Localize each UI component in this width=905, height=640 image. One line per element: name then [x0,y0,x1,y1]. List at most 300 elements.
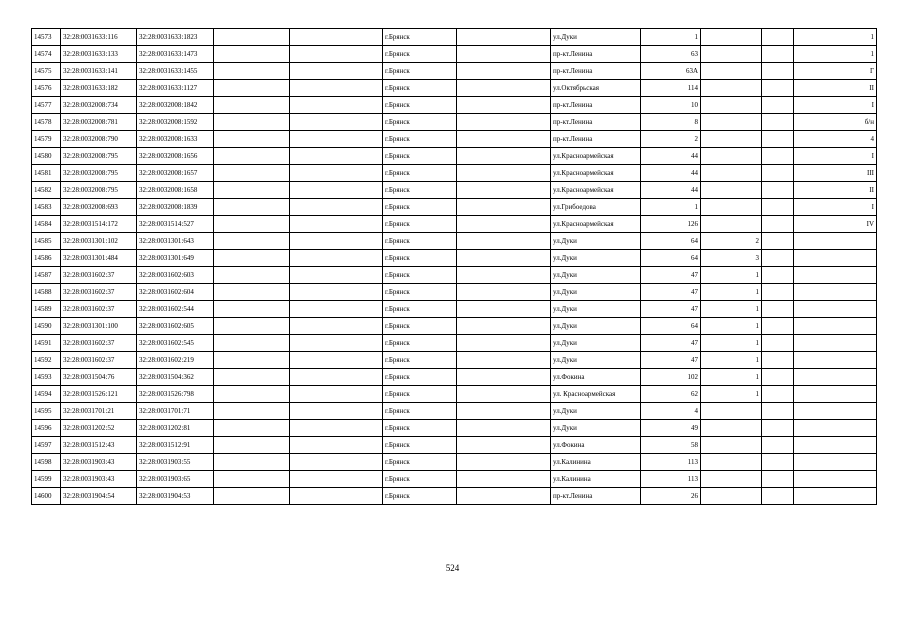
building-number-cell: 1 [701,352,762,369]
city-cell: г.Брянск [383,488,457,505]
col-5-cell [290,267,383,284]
col-5-cell [290,335,383,352]
building-number-cell [701,165,762,182]
table-row [32,420,877,437]
house-number-cell: 1 [641,199,701,216]
house-number-cell: 47 [641,284,701,301]
col-4-cell [214,267,290,284]
premises-number-cell [794,267,877,284]
cadastral-block-cell: 32:28:0031903:43 [61,471,137,488]
house-number-cell: 64 [641,318,701,335]
table-row [32,131,877,148]
col-4-cell [214,318,290,335]
building-number-cell [701,63,762,80]
col-4-cell [214,454,290,471]
street-cell: ул.Калинина [551,471,641,488]
col-7-cell [457,114,551,131]
building-number-cell: 1 [701,318,762,335]
cadastral-block-cell: 32:28:0031202:52 [61,420,137,437]
building-number-cell: 1 [701,386,762,403]
col-7-cell [457,318,551,335]
cadastral-number-cell: 32:28:0031602:603 [137,267,214,284]
col-4-cell [214,335,290,352]
cadastral-block-cell: 32:28:0031633:116 [61,29,137,46]
col-5-cell [290,29,383,46]
house-number-cell: 62 [641,386,701,403]
street-cell: ул.Красноармейская [551,165,641,182]
table-row [32,165,877,182]
cadastral-number-cell: 32:28:0031633:1823 [137,29,214,46]
premises-number-cell [794,420,877,437]
city-cell: г.Брянск [383,369,457,386]
premises-number-cell [794,250,877,267]
col-7-cell [457,233,551,250]
house-number-cell: 102 [641,369,701,386]
cadastral-number-cell: 32:28:0031526:798 [137,386,214,403]
city-cell: г.Брянск [383,97,457,114]
house-number-cell: 64 [641,250,701,267]
table-row [32,386,877,403]
house-number-cell: 44 [641,148,701,165]
city-cell: г.Брянск [383,301,457,318]
building-number-cell [701,131,762,148]
col-11-cell [762,369,794,386]
city-cell: г.Брянск [383,131,457,148]
col-5-cell [290,80,383,97]
row-number-cell: 14589 [32,301,61,318]
street-cell: пр-кт.Ленина [551,131,641,148]
row-number-cell: 14586 [32,250,61,267]
premises-number-cell: II [794,182,877,199]
table-row [32,182,877,199]
building-number-cell [701,216,762,233]
col-7-cell [457,335,551,352]
col-7-cell [457,301,551,318]
table-row [32,63,877,80]
row-number-cell: 14595 [32,403,61,420]
col-7-cell [457,131,551,148]
col-11-cell [762,301,794,318]
city-cell: г.Брянск [383,199,457,216]
cadastral-number-cell: 32:28:0031301:649 [137,250,214,267]
row-number-cell: 14582 [32,182,61,199]
premises-number-cell: 1 [794,29,877,46]
register-table [31,28,877,505]
cadastral-number-cell: 32:28:0031602:605 [137,318,214,335]
cadastral-number-cell: 32:28:0031602:545 [137,335,214,352]
row-number-cell: 14598 [32,454,61,471]
cadastral-number-cell: 32:28:0031514:527 [137,216,214,233]
premises-number-cell: I [794,148,877,165]
house-number-cell: 26 [641,488,701,505]
col-11-cell [762,352,794,369]
city-cell: г.Брянск [383,250,457,267]
col-4-cell [214,165,290,182]
city-cell: г.Брянск [383,335,457,352]
city-cell: г.Брянск [383,403,457,420]
col-11-cell [762,403,794,420]
row-number-cell: 14579 [32,131,61,148]
table-row [32,148,877,165]
street-cell: ул.Октябрьская [551,80,641,97]
building-number-cell [701,471,762,488]
col-4-cell [214,352,290,369]
col-5-cell [290,114,383,131]
col-11-cell [762,97,794,114]
premises-number-cell [794,386,877,403]
cadastral-number-cell: 32:28:0031301:643 [137,233,214,250]
col-5-cell [290,131,383,148]
city-cell: г.Брянск [383,437,457,454]
premises-number-cell: 4 [794,131,877,148]
table-row [32,335,877,352]
row-number-cell: 14596 [32,420,61,437]
col-4-cell [214,80,290,97]
col-5-cell [290,63,383,80]
building-number-cell [701,29,762,46]
register-table-body [32,29,877,505]
col-4-cell [214,284,290,301]
col-4-cell [214,97,290,114]
cadastral-block-cell: 32:28:0031301:100 [61,318,137,335]
premises-number-cell [794,369,877,386]
row-number-cell: 14576 [32,80,61,97]
col-4-cell [214,29,290,46]
col-5-cell [290,471,383,488]
cadastral-block-cell: 32:28:0031633:133 [61,46,137,63]
table-row [32,454,877,471]
premises-number-cell [794,318,877,335]
row-number-cell: 14585 [32,233,61,250]
table-row [32,284,877,301]
building-number-cell [701,182,762,199]
building-number-cell [701,454,762,471]
city-cell: г.Брянск [383,148,457,165]
building-number-cell: 2 [701,233,762,250]
street-cell: ул.Дуки [551,420,641,437]
premises-number-cell: III [794,165,877,182]
col-5-cell [290,369,383,386]
table-row [32,233,877,250]
city-cell: г.Брянск [383,420,457,437]
premises-number-cell [794,403,877,420]
building-number-cell [701,148,762,165]
col-5-cell [290,216,383,233]
cadastral-number-cell: 32:28:0031633:1473 [137,46,214,63]
cadastral-block-cell: 32:28:0031633:141 [61,63,137,80]
col-11-cell [762,386,794,403]
street-cell: ул.Дуки [551,403,641,420]
row-number-cell: 14588 [32,284,61,301]
house-number-cell: 47 [641,352,701,369]
city-cell: г.Брянск [383,46,457,63]
street-cell: пр-кт.Ленина [551,46,641,63]
street-cell: ул.Дуки [551,318,641,335]
col-7-cell [457,284,551,301]
street-cell: ул.Фокина [551,369,641,386]
row-number-cell: 14577 [32,97,61,114]
cadastral-block-cell: 32:28:0031903:43 [61,454,137,471]
table-row [32,369,877,386]
building-number-cell [701,488,762,505]
building-number-cell [701,97,762,114]
premises-number-cell [794,437,877,454]
table-row [32,471,877,488]
cadastral-number-cell: 32:28:0031701:71 [137,403,214,420]
table-row [32,403,877,420]
col-7-cell [457,182,551,199]
city-cell: г.Брянск [383,29,457,46]
building-number-cell: 1 [701,284,762,301]
table-row [32,488,877,505]
house-number-cell: 44 [641,182,701,199]
cadastral-block-cell: 32:28:0031301:102 [61,233,137,250]
col-4-cell [214,63,290,80]
col-5-cell [290,148,383,165]
house-number-cell: 126 [641,216,701,233]
building-number-cell: 1 [701,369,762,386]
row-number-cell: 14584 [32,216,61,233]
col-7-cell [457,29,551,46]
premises-number-cell: б/н [794,114,877,131]
col-11-cell [762,335,794,352]
street-cell: пр-кт.Ленина [551,63,641,80]
street-cell: ул.Дуки [551,335,641,352]
col-11-cell [762,420,794,437]
street-cell: ул.Красноармейская [551,182,641,199]
city-cell: г.Брянск [383,80,457,97]
cadastral-block-cell: 32:28:0031633:182 [61,80,137,97]
col-11-cell [762,233,794,250]
building-number-cell: 1 [701,301,762,318]
street-cell: ул.Красноармейская [551,216,641,233]
col-11-cell [762,29,794,46]
col-7-cell [457,46,551,63]
col-4-cell [214,471,290,488]
premises-number-cell [794,233,877,250]
col-7-cell [457,437,551,454]
house-number-cell: 63 [641,46,701,63]
col-11-cell [762,454,794,471]
cadastral-number-cell: 32:28:0031633:1127 [137,80,214,97]
city-cell: г.Брянск [383,318,457,335]
building-number-cell: 3 [701,250,762,267]
col-5-cell [290,97,383,114]
cadastral-number-cell: 32:28:0031602:604 [137,284,214,301]
cadastral-number-cell: 32:28:0031602:544 [137,301,214,318]
col-7-cell [457,267,551,284]
street-cell: пр-кт.Ленина [551,488,641,505]
cadastral-number-cell: 32:28:0032008:1592 [137,114,214,131]
col-11-cell [762,199,794,216]
house-number-cell: 47 [641,267,701,284]
col-5-cell [290,284,383,301]
cadastral-number-cell: 32:28:0031633:1455 [137,63,214,80]
house-number-cell: 8 [641,114,701,131]
col-7-cell [457,471,551,488]
row-number-cell: 14581 [32,165,61,182]
col-11-cell [762,267,794,284]
col-5-cell [290,420,383,437]
cadastral-block-cell: 32:28:0032008:795 [61,182,137,199]
col-11-cell [762,216,794,233]
col-4-cell [214,131,290,148]
col-5-cell [290,165,383,182]
table-row [32,80,877,97]
building-number-cell: 1 [701,267,762,284]
col-7-cell [457,386,551,403]
house-number-cell: 10 [641,97,701,114]
col-4-cell [214,403,290,420]
cadastral-block-cell: 32:28:0031602:37 [61,284,137,301]
premises-number-cell: II [794,80,877,97]
street-cell: ул. Красноармейская [551,386,641,403]
street-cell: ул.Дуки [551,233,641,250]
col-4-cell [214,114,290,131]
house-number-cell: 47 [641,335,701,352]
cadastral-block-cell: 32:28:0031504:76 [61,369,137,386]
house-number-cell: 4 [641,403,701,420]
cadastral-block-cell: 32:28:0031602:37 [61,335,137,352]
table-row [32,97,877,114]
premises-number-cell [794,284,877,301]
col-7-cell [457,352,551,369]
row-number-cell: 14583 [32,199,61,216]
house-number-cell: 113 [641,454,701,471]
city-cell: г.Брянск [383,182,457,199]
premises-number-cell: 1 [794,46,877,63]
cadastral-number-cell: 32:28:0032008:1658 [137,182,214,199]
building-number-cell [701,437,762,454]
cadastral-block-cell: 32:28:0032008:795 [61,148,137,165]
house-number-cell: 114 [641,80,701,97]
col-4-cell [214,488,290,505]
col-7-cell [457,454,551,471]
col-7-cell [457,80,551,97]
cadastral-number-cell: 32:28:0031903:55 [137,454,214,471]
cadastral-block-cell: 32:28:0031301:484 [61,250,137,267]
cadastral-block-cell: 32:28:0031526:121 [61,386,137,403]
row-number-cell: 14597 [32,437,61,454]
row-number-cell: 14574 [32,46,61,63]
premises-number-cell [794,471,877,488]
house-number-cell: 1 [641,29,701,46]
table-row [32,250,877,267]
cadastral-number-cell: 32:28:0032008:1633 [137,131,214,148]
col-7-cell [457,148,551,165]
col-5-cell [290,318,383,335]
cadastral-number-cell: 32:28:0031904:53 [137,488,214,505]
street-cell: пр-кт.Ленина [551,97,641,114]
house-number-cell: 49 [641,420,701,437]
col-11-cell [762,182,794,199]
city-cell: г.Брянск [383,114,457,131]
street-cell: ул.Красноармейская [551,148,641,165]
col-7-cell [457,199,551,216]
street-cell: ул.Калинина [551,454,641,471]
row-number-cell: 14580 [32,148,61,165]
cadastral-number-cell: 32:28:0032008:1657 [137,165,214,182]
col-4-cell [214,46,290,63]
col-4-cell [214,148,290,165]
col-5-cell [290,403,383,420]
premises-number-cell: I [794,199,877,216]
col-4-cell [214,250,290,267]
col-11-cell [762,46,794,63]
col-5-cell [290,437,383,454]
table-row [32,437,877,454]
street-cell: ул.Дуки [551,267,641,284]
col-5-cell [290,352,383,369]
col-11-cell [762,80,794,97]
table-row [32,216,877,233]
building-number-cell [701,420,762,437]
building-number-cell [701,199,762,216]
street-cell: ул.Фокина [551,437,641,454]
street-cell: ул.Дуки [551,284,641,301]
row-number-cell: 14578 [32,114,61,131]
table-row [32,199,877,216]
table-row [32,267,877,284]
city-cell: г.Брянск [383,471,457,488]
col-11-cell [762,284,794,301]
col-5-cell [290,301,383,318]
cadastral-block-cell: 32:28:0031602:37 [61,267,137,284]
cadastral-block-cell: 32:28:0032008:693 [61,199,137,216]
building-number-cell [701,403,762,420]
col-7-cell [457,250,551,267]
table-row [32,29,877,46]
street-cell: ул.Дуки [551,352,641,369]
col-5-cell [290,46,383,63]
row-number-cell: 14591 [32,335,61,352]
cadastral-block-cell: 32:28:0032008:734 [61,97,137,114]
table-row [32,352,877,369]
col-4-cell [214,420,290,437]
col-5-cell [290,454,383,471]
table-row [32,301,877,318]
street-cell: пр-кт.Ленина [551,114,641,131]
col-11-cell [762,250,794,267]
col-4-cell [214,437,290,454]
col-5-cell [290,250,383,267]
city-cell: г.Брянск [383,63,457,80]
street-cell: ул.Дуки [551,250,641,267]
col-7-cell [457,369,551,386]
street-cell: ул.Грибоедова [551,199,641,216]
premises-number-cell: I [794,97,877,114]
house-number-cell: 113 [641,471,701,488]
cadastral-number-cell: 32:28:0031903:65 [137,471,214,488]
house-number-cell: 63А [641,63,701,80]
cadastral-block-cell: 32:28:0031701:21 [61,403,137,420]
row-number-cell: 14587 [32,267,61,284]
city-cell: г.Брянск [383,233,457,250]
premises-number-cell: Г [794,63,877,80]
city-cell: г.Брянск [383,454,457,471]
house-number-cell: 2 [641,131,701,148]
col-4-cell [214,386,290,403]
cadastral-block-cell: 32:28:0032008:795 [61,165,137,182]
street-cell: ул.Дуки [551,301,641,318]
col-11-cell [762,114,794,131]
premises-number-cell: IV [794,216,877,233]
premises-number-cell [794,454,877,471]
premises-number-cell [794,301,877,318]
premises-number-cell [794,335,877,352]
house-number-cell: 47 [641,301,701,318]
city-cell: г.Брянск [383,165,457,182]
